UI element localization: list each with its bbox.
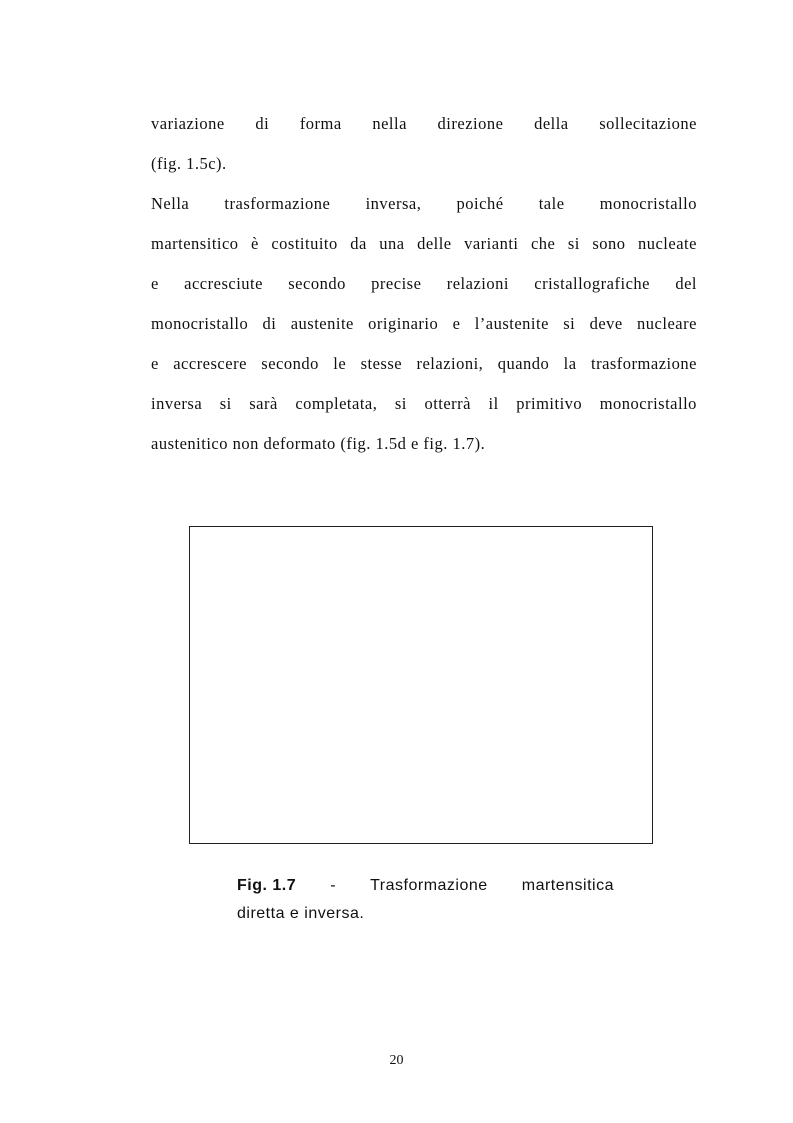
word: è — [251, 234, 259, 253]
word: si — [394, 394, 407, 413]
word: (fig. 1.5c). — [151, 154, 227, 173]
word: da — [350, 234, 367, 253]
word: trasformazione — [224, 194, 331, 213]
word: varianti — [464, 234, 519, 253]
word: la — [563, 354, 577, 373]
word: relazioni — [446, 274, 509, 293]
word: austenitico non deformato (fig. 1.5d e fig. 1.7). — [151, 434, 486, 453]
body-text — [151, 110, 697, 470]
word: stesse — [360, 354, 403, 373]
word: cristallografiche — [534, 274, 650, 293]
word: sono — [592, 234, 626, 253]
word: secondo — [288, 274, 346, 293]
caption-word: diretta e inversa. — [237, 905, 365, 922]
word: monocristallo — [151, 314, 249, 333]
word: forma — [299, 114, 342, 133]
word: costituito — [271, 234, 338, 253]
word: monocristallo — [599, 194, 697, 213]
caption-line-1 — [237, 874, 614, 902]
page-number: 20 — [389, 1053, 404, 1068]
word: accresciute — [184, 274, 263, 293]
caption-word: Trasformazione — [370, 877, 488, 894]
word: nucleate — [637, 234, 697, 253]
word: tale — [538, 194, 565, 213]
word: otterrà — [424, 394, 471, 413]
text-line-8 — [151, 390, 697, 430]
word: secondo — [261, 354, 319, 373]
word: martensitico — [151, 234, 239, 253]
word: direzione — [437, 114, 504, 133]
word: originario — [368, 314, 439, 333]
caption-word: martensitica — [521, 877, 614, 894]
caption-label: Fig. 1.7 — [237, 877, 297, 894]
word: primitivo — [516, 394, 583, 413]
text-line-7 — [151, 350, 697, 390]
word: delle — [417, 234, 452, 253]
word: una — [379, 234, 405, 253]
word: relazioni, — [416, 354, 484, 373]
word: il — [488, 394, 499, 413]
word: e — [151, 274, 159, 293]
word: poiché — [456, 194, 504, 213]
word: nella — [372, 114, 407, 133]
word: inversa — [151, 394, 203, 413]
word: si — [219, 394, 232, 413]
word: sollecitazione — [599, 114, 697, 133]
caption-line-2 — [237, 902, 614, 930]
word: si — [563, 314, 576, 333]
word: sarà — [249, 394, 278, 413]
text-line-1 — [151, 110, 697, 150]
word: trasformazione — [590, 354, 697, 373]
text-line-4 — [151, 230, 697, 270]
word: quando — [497, 354, 550, 373]
word: accrescere — [173, 354, 247, 373]
word: le — [333, 354, 347, 373]
word: austenite — [290, 314, 354, 333]
word: Nella — [151, 194, 190, 213]
word: completata, — [295, 394, 378, 413]
caption-dash: - — [330, 877, 337, 894]
word: e — [151, 354, 159, 373]
word: del — [675, 274, 697, 293]
word: variazione — [151, 114, 225, 133]
word: di — [262, 314, 277, 333]
text-line-5 — [151, 270, 697, 310]
word: monocristallo — [599, 394, 697, 413]
figure-caption — [237, 874, 614, 930]
text-line-9 — [151, 430, 697, 470]
text-line-6 — [151, 310, 697, 350]
word: l’austenite — [474, 314, 549, 333]
word: e — [452, 314, 461, 333]
word: inversa, — [365, 194, 422, 213]
word: della — [534, 114, 569, 133]
text-line-2 — [151, 150, 697, 190]
word: che — [530, 234, 556, 253]
text-line-3 — [151, 190, 697, 230]
word: precise — [371, 274, 422, 293]
word: nucleare — [637, 314, 697, 333]
word: deve — [589, 314, 623, 333]
word: si — [567, 234, 580, 253]
word: di — [255, 114, 270, 133]
figure-placeholder — [189, 526, 653, 844]
